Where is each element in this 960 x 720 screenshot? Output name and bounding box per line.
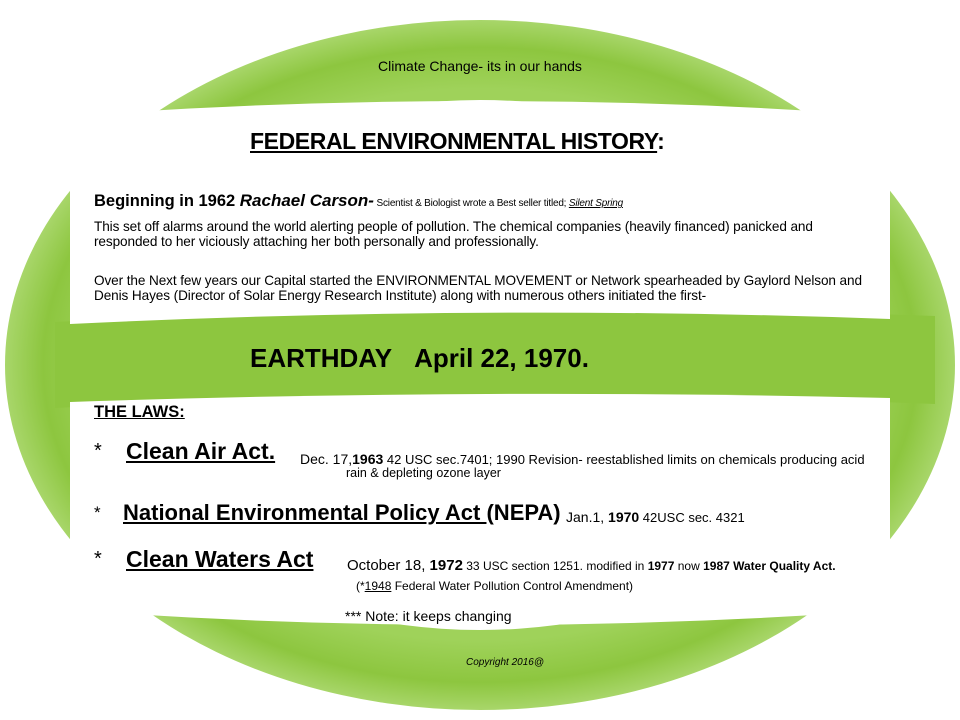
law-detail-text: 42USC sec. 4321 <box>639 510 745 525</box>
law-footnote <box>356 579 633 593</box>
law-name-text: National Environmental Policy Act <box>123 500 487 525</box>
law-name-clean-waters-act: Clean Waters Act <box>126 546 314 572</box>
law-footnote-year: 1948 <box>364 579 392 593</box>
law-year: 1972 <box>429 557 463 574</box>
law-detail-continued: rain & depleting ozone layer <box>346 466 501 480</box>
law-date: Dec. 17, <box>300 451 353 467</box>
law-date: Jan.1, <box>566 509 609 525</box>
law-detail-text: 42 USC sec.7401; 1990 Revision- reestablished limits on chemicals producing acid <box>383 452 865 467</box>
law-detail-nepa <box>566 506 745 527</box>
supertitle: Climate Change- its in our hands <box>378 58 582 74</box>
carson-desc: Scientist & Biologist wrote a Best seller titled; <box>373 198 569 209</box>
law-detail-clean-air-act <box>300 451 865 467</box>
copyright: Copyright 2016@ <box>466 657 544 668</box>
changing-note: *** Note: it keeps changing <box>345 608 512 624</box>
law-detail-clean-waters-act <box>347 557 836 574</box>
law-year-modified: 1977 <box>647 559 675 573</box>
law-bullet: * <box>94 503 101 522</box>
earthday-name: EARTHDAY <box>250 343 393 373</box>
law-name-clean-air-act: Clean Air Act. <box>126 438 276 464</box>
laws-heading: THE LAWS: <box>94 403 185 421</box>
law-detail-text-b: now <box>674 559 704 573</box>
beginning-lead: Beginning in 1962 <box>94 192 240 210</box>
law-year-current: 1987 <box>703 559 730 573</box>
law-bullet: * <box>94 440 102 462</box>
beginning-line <box>94 191 623 211</box>
law-detail-text-c: Water Quality Act. <box>729 559 836 573</box>
earthday-heading <box>250 343 589 374</box>
law-bullet: * <box>94 548 102 570</box>
paragraph-2: Over the Next few years our Capital started the ENVIRONMENTAL MOVEMENT or Network spearheaded by Gaylord Nelson and Denis Hayes (Director of Solar Energy Research Institute) along with numerous others initiated the first- <box>94 273 862 303</box>
law-year: 1970 <box>608 509 640 525</box>
law-name-nepa <box>123 500 561 526</box>
earthday-date: April 22, 1970. <box>414 343 589 373</box>
law-detail-text: 33 USC section 1251. modified in <box>462 559 648 573</box>
carson-name: Rachael Carson- <box>239 191 374 210</box>
law-date: October 18, <box>347 557 430 574</box>
page-title <box>250 128 664 155</box>
law-footnote-pre: (* <box>356 579 365 593</box>
page-title-text: FEDERAL ENVIRONMENTAL HISTORY <box>250 128 658 154</box>
law-abbr: (NEPA) <box>486 500 561 525</box>
page-title-colon: : <box>657 128 665 154</box>
paragraph-1: This set off alarms around the world alerting people of pollution. The chemical companies (heavily financed) panicked and responded to her viciously attaching her both personally and professionally. <box>94 219 813 249</box>
law-year: 1963 <box>352 451 384 467</box>
book-title: Silent Spring <box>568 198 623 209</box>
law-footnote-text: Federal Water Pollution Control Amendment) <box>391 579 634 593</box>
